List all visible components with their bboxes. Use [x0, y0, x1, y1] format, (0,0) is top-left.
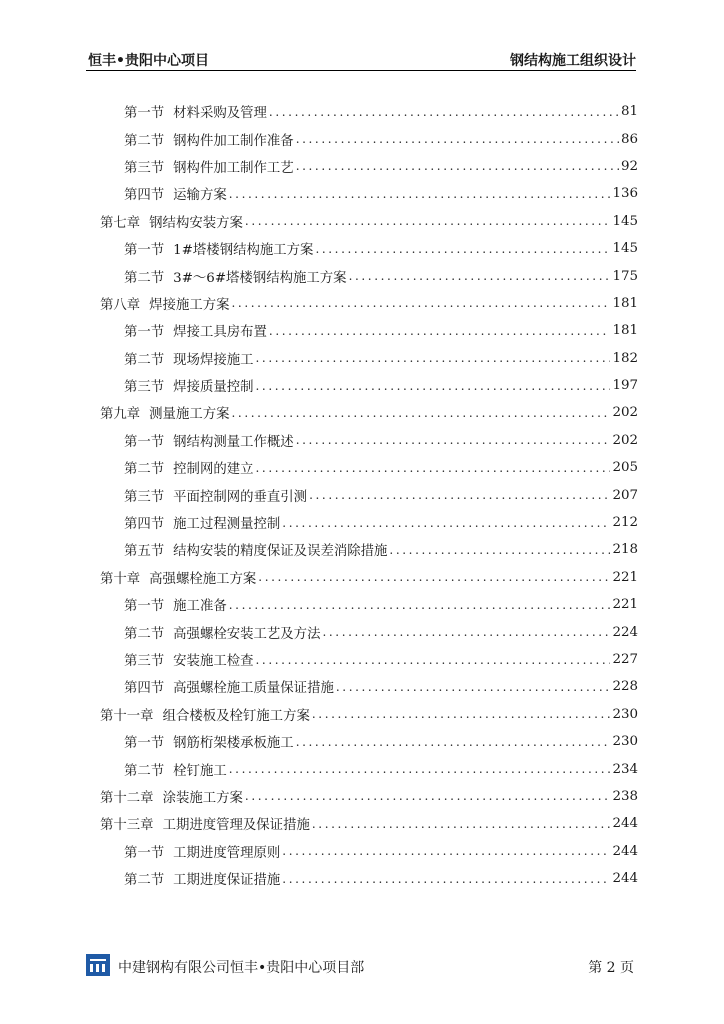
toc-entry-label [124, 869, 282, 888]
toc-section-entry[interactable] [100, 673, 638, 700]
toc-section-entry[interactable] [100, 345, 638, 372]
toc-entry-title: 钢构件加工制作工艺 [173, 160, 294, 176]
toc-entry-title: 安装施工检查 [173, 654, 254, 669]
toc-entry-label [124, 102, 269, 121]
toc-dot-leader [349, 269, 611, 283]
toc-section-entry[interactable] [100, 646, 638, 673]
toc-dot-leader [258, 570, 610, 584]
toc-dot-leader [312, 817, 611, 831]
toc-entry-number: 第三节 [124, 654, 165, 669]
toc-chapter-entry[interactable] [100, 701, 638, 728]
toc-entry-number: 第三节 [124, 489, 165, 505]
toc-entry-number: 第二节 [124, 352, 165, 368]
toc-entry-title: 高强螺栓安装工艺及方法 [173, 626, 321, 642]
toc-section-entry[interactable] [100, 98, 638, 125]
toc-entry-title: 高强螺栓施工方案 [149, 571, 257, 587]
toc-entry-label [100, 212, 245, 231]
toc-entry-number: 第十章 [100, 571, 141, 587]
toc-chapter-entry[interactable] [100, 564, 638, 591]
header-project-name: 恒丰•贵阳中心项目 [88, 53, 209, 69]
toc-entry-label [124, 623, 322, 642]
toc-entry-page: 227 [612, 652, 638, 667]
toc-entry-title: 结构安装的精度保证及误差消除措施 [173, 544, 388, 560]
toc-dot-leader [269, 105, 619, 119]
toc-entry-page: 218 [612, 542, 638, 558]
toc-entry-title: 工期进度管理原则 [173, 845, 281, 861]
toc-entry-title: 钢结构安装方案 [149, 215, 243, 231]
toc-entry-label [124, 595, 229, 614]
toc-dot-leader [229, 187, 611, 201]
toc-entry-title: 工期进度保证措施 [173, 873, 281, 889]
toc-entry-label [124, 376, 256, 395]
toc-entry-page: 234 [612, 761, 638, 777]
toc-entry-number: 第一节 [124, 243, 165, 259]
toc-section-entry[interactable] [100, 125, 638, 152]
toc-entry-number: 第三节 [124, 380, 165, 396]
toc-dot-leader [229, 762, 611, 776]
page-header [86, 48, 636, 71]
toc-dot-leader [296, 735, 611, 749]
toc-entry-page: 202 [612, 405, 638, 421]
company-logo-icon [86, 954, 110, 976]
toc-section-entry[interactable] [100, 509, 638, 536]
toc-entry-label [124, 349, 256, 368]
toc-entry-label [124, 157, 296, 176]
toc-entry-number: 第二节 [124, 133, 165, 149]
toc-section-entry[interactable] [100, 838, 638, 865]
toc-entry-label [124, 540, 389, 559]
toc-entry-page: 244 [612, 871, 638, 887]
toc-section-entry[interactable] [100, 262, 638, 289]
toc-entry-page: 181 [612, 323, 638, 339]
toc-entry-title: 栓钉施工 [173, 763, 227, 779]
page-footer [86, 946, 636, 986]
toc-entry-title: 组合楼板及栓钉施工方案 [162, 708, 310, 724]
toc-dot-leader [256, 351, 611, 365]
toc-entry-title: 焊接施工方案 [149, 297, 230, 313]
toc-section-entry[interactable] [100, 728, 638, 755]
toc-entry-label [124, 267, 349, 286]
toc-entry-number: 第五节 [124, 544, 165, 560]
toc-entry-number: 第八章 [100, 297, 141, 313]
toc-dot-leader [245, 789, 611, 803]
toc-entry-label [124, 513, 282, 532]
toc-section-entry[interactable] [100, 618, 638, 645]
toc-entry-label [100, 787, 245, 806]
toc-dot-leader [336, 680, 611, 694]
toc-entry-page: 145 [612, 241, 638, 257]
toc-dot-leader [389, 543, 610, 557]
toc-entry-page: 145 [612, 213, 638, 229]
toc-entry-label [124, 431, 296, 450]
footer-organization: 中建钢构有限公司恒丰•贵阳中心项目部 [118, 960, 365, 976]
toc-dot-leader [296, 159, 619, 173]
toc-entry-number: 第二节 [124, 270, 165, 286]
toc-entry-label [124, 130, 296, 149]
toc-entry-label [124, 458, 256, 477]
toc-entry-page: 86 [620, 131, 638, 147]
toc-entry-page: 181 [612, 295, 638, 311]
toc-dot-leader [296, 132, 619, 146]
toc-dot-leader [296, 433, 611, 447]
toc-entry-page: 92 [620, 158, 638, 174]
toc-chapter-entry[interactable] [100, 810, 638, 837]
toc-entry-title: 运输方案 [173, 188, 227, 204]
toc-entry-label [124, 239, 315, 258]
toc-entry-number: 第七章 [100, 215, 141, 231]
toc-dot-leader [229, 598, 611, 612]
toc-dot-leader [282, 844, 610, 858]
toc-entry-page: 205 [612, 460, 638, 476]
toc-entry-number: 第三节 [124, 160, 165, 176]
toc-dot-leader [256, 653, 611, 667]
toc-chapter-entry[interactable] [100, 290, 638, 317]
toc-entry-title: 施工准备 [173, 599, 227, 615]
table-of-contents [100, 98, 638, 892]
toc-entry-number: 第十一章 [100, 708, 154, 724]
toc-dot-leader [232, 406, 611, 420]
toc-dot-leader [315, 242, 610, 256]
toc-section-entry[interactable] [100, 454, 638, 481]
toc-entry-label [124, 677, 336, 696]
toc-entry-page: 207 [612, 487, 638, 503]
toc-entry-title: 3#～6#塔楼钢结构施工方案 [173, 270, 347, 286]
toc-entry-number: 第一节 [124, 106, 165, 122]
toc-entry-number: 第四节 [124, 517, 165, 533]
toc-entry-title: 1#塔楼钢结构施工方案 [173, 243, 314, 259]
toc-chapter-entry[interactable] [100, 208, 638, 235]
toc-entry-label [100, 814, 312, 833]
toc-chapter-entry[interactable] [100, 783, 638, 810]
toc-entry-title: 钢结构测量工作概述 [173, 434, 294, 450]
toc-entry-page: 175 [612, 268, 638, 284]
toc-entry-page: 244 [612, 843, 638, 859]
toc-entry-page: 202 [612, 432, 638, 448]
toc-entry-label [100, 403, 232, 422]
toc-entry-page: 221 [612, 569, 638, 585]
toc-entry-number: 第二节 [124, 462, 165, 478]
toc-entry-page: 238 [612, 788, 638, 804]
toc-dot-leader [232, 296, 611, 310]
toc-section-entry[interactable] [100, 481, 638, 508]
toc-section-entry[interactable] [100, 372, 638, 399]
toc-entry-title: 焊接质量控制 [173, 380, 254, 396]
toc-entry-title: 控制网的建立 [173, 462, 254, 478]
toc-section-entry[interactable] [100, 317, 638, 344]
toc-section-entry[interactable] [100, 153, 638, 180]
toc-entry-label [124, 732, 296, 751]
toc-entry-label [124, 760, 229, 779]
toc-entry-title: 平面控制网的垂直引测 [173, 489, 308, 505]
toc-entry-title: 测量施工方案 [149, 407, 230, 423]
toc-dot-leader [322, 625, 610, 639]
toc-entry-title: 材料采购及管理 [173, 106, 267, 122]
toc-section-entry[interactable] [100, 536, 638, 563]
toc-entry-page: 81 [620, 104, 638, 120]
toc-entry-title: 现场焊接施工 [173, 352, 254, 368]
toc-entry-title: 钢构件加工制作准备 [173, 133, 294, 149]
toc-entry-number: 第十三章 [100, 818, 154, 834]
toc-entry-page: 224 [612, 624, 638, 640]
toc-section-entry[interactable] [100, 755, 638, 782]
toc-entry-title: 钢筋桁架楼承板施工 [173, 736, 294, 752]
toc-entry-page: 230 [612, 706, 638, 722]
toc-entry-title: 焊接工具房布置 [173, 325, 267, 341]
toc-entry-label [100, 705, 312, 724]
toc-entry-page: 230 [612, 734, 638, 750]
toc-dot-leader [256, 461, 611, 475]
toc-section-entry[interactable] [100, 180, 638, 207]
toc-entry-page: 221 [612, 597, 638, 613]
toc-chapter-entry[interactable] [100, 399, 638, 426]
toc-entry-page: 212 [612, 515, 638, 531]
toc-entry-number: 第二节 [124, 626, 165, 642]
toc-entry-number: 第一节 [124, 434, 165, 450]
toc-entry-page: 182 [612, 350, 638, 366]
toc-entry-label [124, 486, 309, 505]
toc-entry-number: 第一节 [124, 845, 165, 861]
toc-entry-label [100, 568, 258, 587]
toc-entry-page: 197 [612, 378, 638, 394]
toc-entry-page: 244 [612, 816, 638, 832]
toc-entry-number: 第二节 [124, 763, 165, 779]
toc-entry-number: 第一节 [124, 736, 165, 752]
toc-entry-number: 第一节 [124, 599, 165, 615]
toc-section-entry[interactable] [100, 427, 638, 454]
toc-entry-page: 136 [612, 186, 638, 202]
header-document-title: 钢结构施工组织设计 [510, 53, 636, 69]
toc-entry-number: 第四节 [124, 188, 165, 204]
toc-entry-label [124, 184, 229, 203]
toc-section-entry[interactable] [100, 235, 638, 262]
toc-entry-number: 第九章 [100, 407, 141, 423]
toc-dot-leader [309, 488, 610, 502]
toc-dot-leader [256, 379, 611, 393]
toc-entry-label [124, 650, 256, 669]
toc-dot-leader [245, 214, 611, 228]
toc-entry-label [124, 321, 269, 340]
toc-dot-leader [312, 707, 611, 721]
toc-entry-title: 施工过程测量控制 [173, 517, 281, 533]
toc-entry-page: 228 [612, 679, 638, 695]
toc-entry-number: 第二节 [124, 873, 165, 889]
toc-section-entry[interactable] [100, 865, 638, 892]
footer-page-number: 第 2 页 [588, 960, 634, 976]
toc-entry-label [100, 294, 232, 313]
toc-entry-label [124, 842, 282, 861]
toc-dot-leader [282, 872, 610, 886]
toc-dot-leader [282, 516, 610, 530]
toc-dot-leader [269, 324, 611, 338]
toc-entry-number: 第一节 [124, 325, 165, 341]
toc-entry-number: 第四节 [124, 681, 165, 697]
toc-entry-title: 高强螺栓施工质量保证措施 [173, 681, 334, 697]
toc-entry-title: 工期进度管理及保证措施 [162, 818, 310, 834]
toc-entry-title: 涂装施工方案 [162, 790, 243, 806]
toc-entry-number: 第十二章 [100, 790, 154, 806]
toc-section-entry[interactable] [100, 591, 638, 618]
